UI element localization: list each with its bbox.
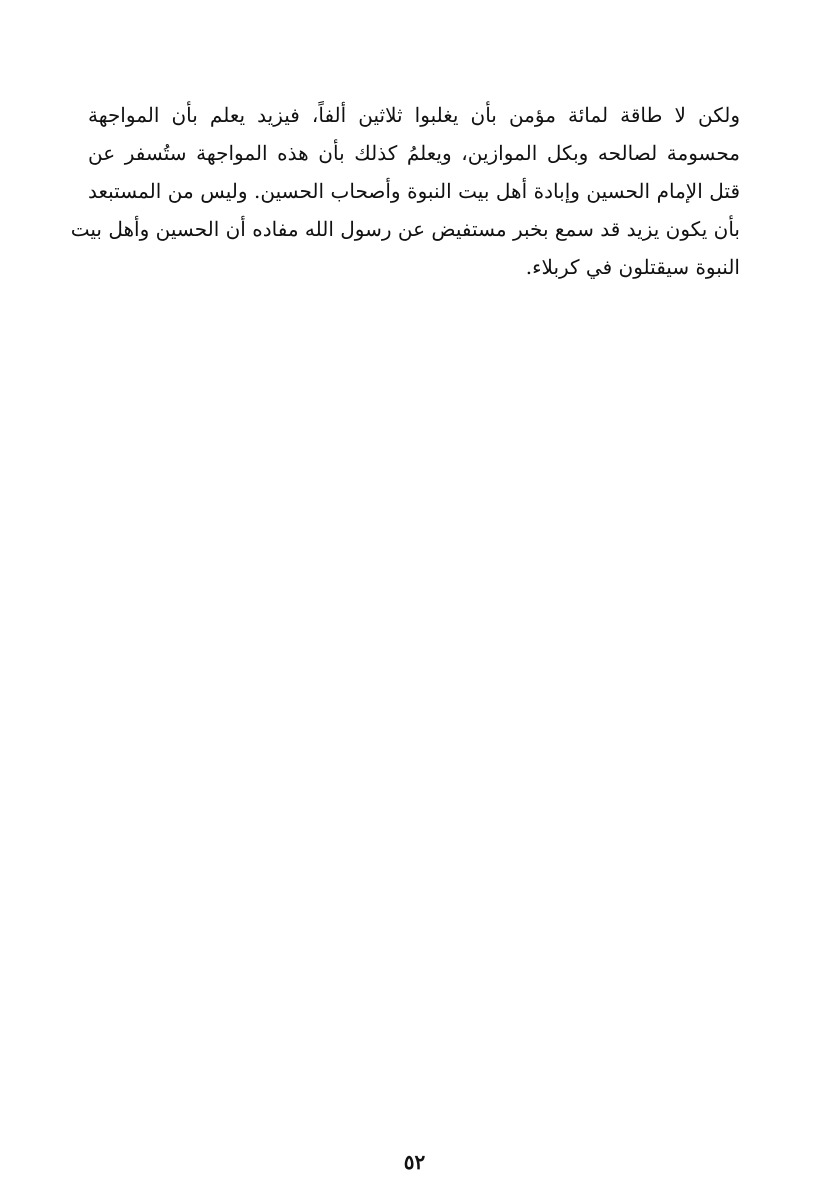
page-number: ٥٢ (403, 1150, 426, 1174)
text-line: قتل الإمام الحسين وإبادة أهل بيت النبوة وأصحاب الحسين. وليس من المستبعد (88, 179, 740, 203)
text-line: بأن يكون يزيد قد سمع بخبر مستفيض عن رسول الله مفاده أن الحسين وأهل بيت (70, 217, 740, 241)
body-paragraph (70, 96, 740, 286)
text-line: ولكن لا طاقة لمائة مؤمن بأن يغلبوا ثلاثين ألفاً، فيزيد يعلم بأن المواجهة (88, 103, 740, 127)
text-line: محسومة لصالحه وبكل الموازين، ويعلمُ كذلك بأن هذه المواجهة ستُسفر عن (88, 141, 740, 165)
text-line: النبوة سيقتلون في كربلاء. (525, 255, 740, 279)
